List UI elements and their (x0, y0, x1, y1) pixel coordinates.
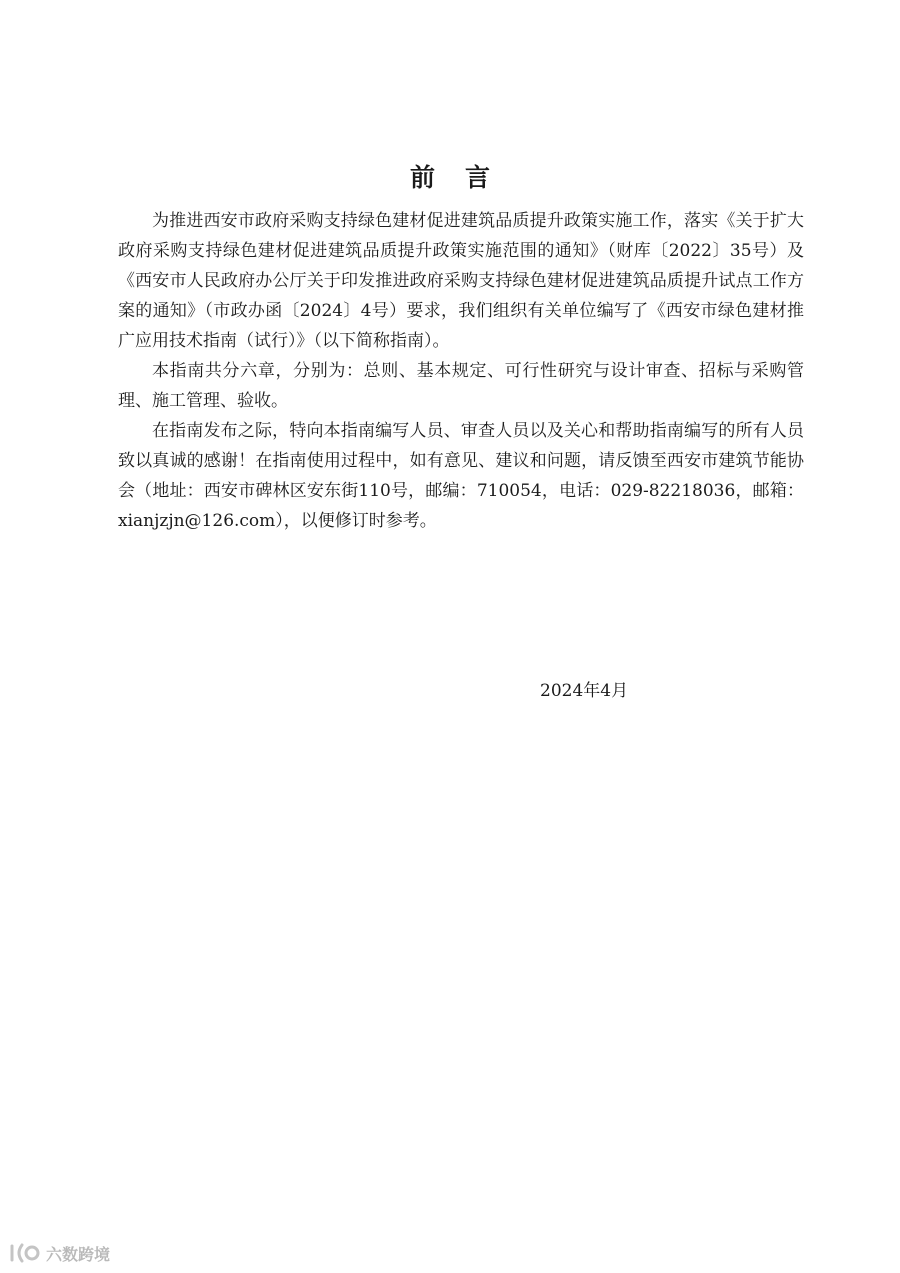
preface-date: 2024年4月 (540, 681, 629, 701)
preface-body (118, 206, 804, 536)
logo-icon (8, 1242, 42, 1264)
page-title: 前言 (409, 163, 520, 192)
watermark (8, 1240, 110, 1266)
preface-paragraph-2: 本指南共分六章，分别为：总则、基本规定、可行性研究与设计审查、招标与采购管理、施工管理、验收。 (118, 361, 804, 411)
preface-paragraph-3: 在指南发布之际，特向本指南编写人员、审查人员以及关心和帮助指南编写的所有人员致以真诚的感谢！在指南使用过程中，如有意见、建议和问题，请反馈至西安市建筑节能协会（地址：西安市碑林区安东街110号，邮编：710054，电话：029-82218036，邮箱：xianjzjn@126.com），以便修订时参考。 (118, 421, 804, 531)
preface-paragraph-1: 为推进西安市政府采购支持绿色建材促进建筑品质提升政策实施工作，落实《关于扩大政府采购支持绿色建材促进建筑品质提升政策实施范围的通知》（财库〔2022〕35号）及《西安市人民政府办公厅关于印发推进政府采购支持绿色建材促进建筑品质提升试点工作方案的通知》（市政办函〔2024〕4号）要求，我们组织有关单位编写了《西安市绿色建材推广应用技术指南（试行）》（以下简称指南）。 (118, 211, 804, 351)
watermark-text: 六数跨境 (46, 1244, 111, 1264)
